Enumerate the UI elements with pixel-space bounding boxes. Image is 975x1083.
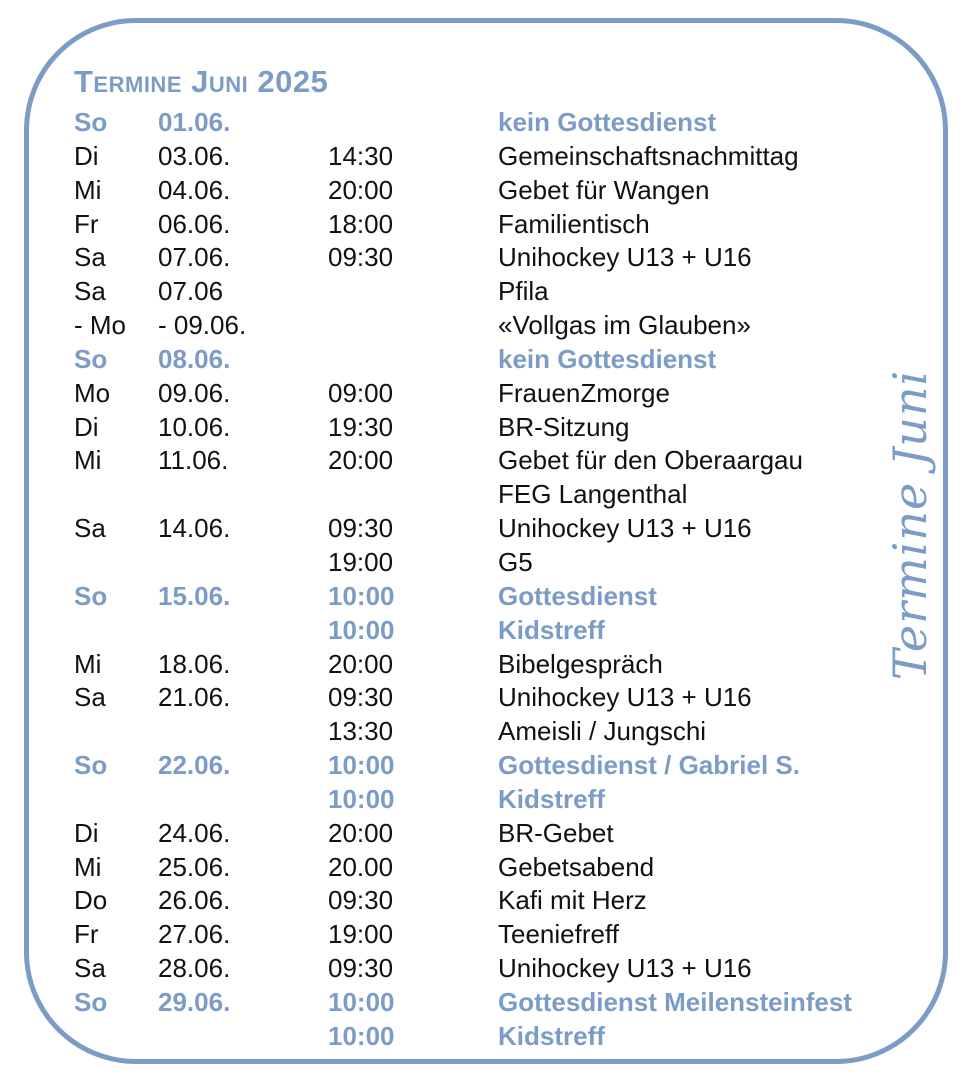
event-cell: BR-Sitzung	[498, 411, 630, 442]
side-script-label: Termine Juni	[883, 369, 937, 681]
time-cell: 20.00	[328, 851, 394, 882]
event-cell: Ameisli / Jungschi	[498, 716, 707, 747]
time-cell: 20:00	[328, 648, 394, 679]
weekday-cell: So	[74, 343, 108, 374]
event-cell: Teeniefreff	[498, 919, 619, 950]
weekday-cell: - Mo	[74, 310, 126, 341]
schedule-row	[74, 411, 934, 445]
date-cell: 07.06	[158, 276, 224, 307]
schedule-row	[74, 681, 934, 715]
weekday-cell: Di	[74, 817, 99, 848]
event-cell: Pfila	[498, 276, 549, 307]
time-cell: 14:30	[328, 140, 394, 171]
weekday-cell: Mi	[74, 445, 102, 476]
weekday-cell: So	[74, 750, 108, 781]
event-cell: Gebet für den Oberaargau	[498, 445, 803, 476]
time-cell: 18:00	[328, 208, 394, 239]
time-cell: 10:00	[328, 614, 395, 645]
date-cell: 10.06.	[158, 411, 231, 442]
time-cell: 09:30	[328, 513, 394, 544]
date-cell: 04.06.	[158, 174, 231, 205]
weekday-cell: Do	[74, 885, 108, 916]
event-cell: Kidstreff	[498, 1020, 605, 1051]
date-cell: - 09.06.	[158, 310, 247, 341]
date-cell: 25.06.	[158, 851, 231, 882]
event-cell: Gottesdienst / Gabriel S.	[498, 750, 800, 781]
date-cell: 22.06.	[158, 750, 231, 781]
schedule-row	[74, 208, 934, 242]
event-cell: FrauenZmorge	[498, 377, 670, 408]
schedule-row	[74, 715, 934, 749]
event-cell: kein Gottesdienst	[498, 343, 717, 374]
event-cell: Gottesdienst	[498, 580, 657, 611]
time-cell: 20:00	[328, 445, 394, 476]
event-cell: Kafi mit Herz	[498, 885, 647, 916]
event-cell: Kidstreff	[498, 783, 605, 814]
schedule-row	[74, 377, 934, 411]
time-cell: 09:30	[328, 682, 394, 713]
date-cell: 27.06.	[158, 919, 231, 950]
schedule-row-service	[74, 986, 934, 1020]
date-cell: 21.06.	[158, 682, 231, 713]
time-cell: 20:00	[328, 174, 394, 205]
date-cell: 09.06.	[158, 377, 231, 408]
event-cell: Unihockey U13 + U16	[498, 953, 752, 984]
date-cell: 03.06.	[158, 140, 231, 171]
time-cell: 10:00	[328, 750, 395, 781]
event-cell: BR-Gebet	[498, 817, 614, 848]
time-cell: 09:00	[328, 377, 394, 408]
event-cell: Unihockey U13 + U16	[498, 242, 752, 273]
schedule-row-service	[74, 783, 934, 817]
time-cell: 20:00	[328, 817, 394, 848]
schedule-row	[74, 817, 934, 851]
event-cell: Bibelgespräch	[498, 648, 663, 679]
schedule-row	[74, 174, 934, 208]
weekday-cell: Sa	[74, 513, 106, 544]
weekday-cell: So	[74, 580, 108, 611]
page-title: Termine Juni 2025	[74, 64, 329, 99]
weekday-cell: Mi	[74, 851, 102, 882]
time-cell: 10:00	[328, 580, 395, 611]
time-cell: 19:00	[328, 919, 394, 950]
schedule-row	[74, 546, 934, 580]
schedule-row	[74, 241, 934, 275]
schedule-row	[74, 884, 934, 918]
event-cell: kein Gottesdienst	[498, 107, 717, 137]
schedule-row-service	[74, 343, 934, 377]
event-cell: Gebetsabend	[498, 851, 655, 882]
weekday-cell: Sa	[74, 242, 106, 273]
date-cell: 08.06.	[158, 343, 231, 374]
date-cell: 29.06.	[158, 986, 231, 1017]
weekday-cell: Mi	[74, 648, 102, 679]
schedule-row	[74, 478, 934, 512]
date-cell: 15.06.	[158, 580, 231, 611]
event-cell: Gemeinschaftsnachmittag	[498, 140, 799, 171]
event-cell: «Vollgas im Glauben»	[498, 310, 751, 341]
date-cell: 24.06.	[158, 817, 231, 848]
schedule-row-service	[74, 614, 934, 648]
weekday-cell: Di	[74, 411, 99, 442]
event-cell: FEG Langenthal	[498, 479, 688, 510]
schedule-row	[74, 140, 934, 174]
schedule-row	[74, 512, 934, 546]
date-cell: 07.06.	[158, 242, 231, 273]
event-cell: Unihockey U13 + U16	[498, 513, 752, 544]
weekday-cell: So	[74, 986, 108, 1017]
schedule-row-service	[74, 749, 934, 783]
date-cell: 11.06.	[158, 445, 229, 476]
date-cell: 14.06.	[158, 513, 231, 544]
weekday-cell: Sa	[74, 682, 106, 713]
event-cell: Kidstreff	[498, 614, 605, 645]
time-cell: 10:00	[328, 1020, 395, 1051]
event-cell: Familientisch	[498, 208, 650, 239]
time-cell: 13:30	[328, 716, 394, 747]
weekday-cell: Mi	[74, 174, 102, 205]
event-cell: Unihockey U13 + U16	[498, 682, 752, 713]
time-cell: 19:00	[328, 546, 394, 577]
time-cell: 19:30	[328, 411, 394, 442]
date-cell: 26.06.	[158, 885, 231, 916]
weekday-cell: Di	[74, 140, 99, 171]
time-cell: 10:00	[328, 783, 395, 814]
weekday-cell: Mo	[74, 377, 111, 408]
schedule-row-service	[74, 1020, 934, 1054]
weekday-cell: Sa	[74, 276, 106, 307]
time-cell: 09:30	[328, 953, 394, 984]
schedule-row	[74, 275, 934, 309]
schedule-row	[74, 648, 934, 682]
date-cell: 06.06.	[158, 208, 231, 239]
date-cell: 18.06.	[158, 648, 231, 679]
event-cell: Gebet für Wangen	[498, 174, 710, 205]
time-cell: 09:30	[328, 885, 394, 916]
weekday-cell: So	[74, 107, 108, 137]
schedule-row-service	[74, 106, 934, 140]
schedule-row	[74, 952, 934, 986]
schedule-row	[74, 309, 934, 343]
event-cell: G5	[498, 546, 533, 577]
weekday-cell: Sa	[74, 953, 106, 984]
weekday-cell: Fr	[74, 208, 99, 239]
schedule-list	[74, 106, 934, 1054]
schedule-row-service	[74, 580, 934, 614]
time-cell: 10:00	[328, 986, 395, 1017]
weekday-cell: Fr	[74, 919, 99, 950]
event-cell: Gottesdienst Meilensteinfest	[498, 986, 852, 1017]
schedule-row	[74, 918, 934, 952]
date-cell: 01.06.	[158, 107, 231, 137]
time-cell: 09:30	[328, 242, 394, 273]
date-cell: 28.06.	[158, 953, 231, 984]
schedule-row	[74, 444, 934, 478]
schedule-row	[74, 851, 934, 885]
